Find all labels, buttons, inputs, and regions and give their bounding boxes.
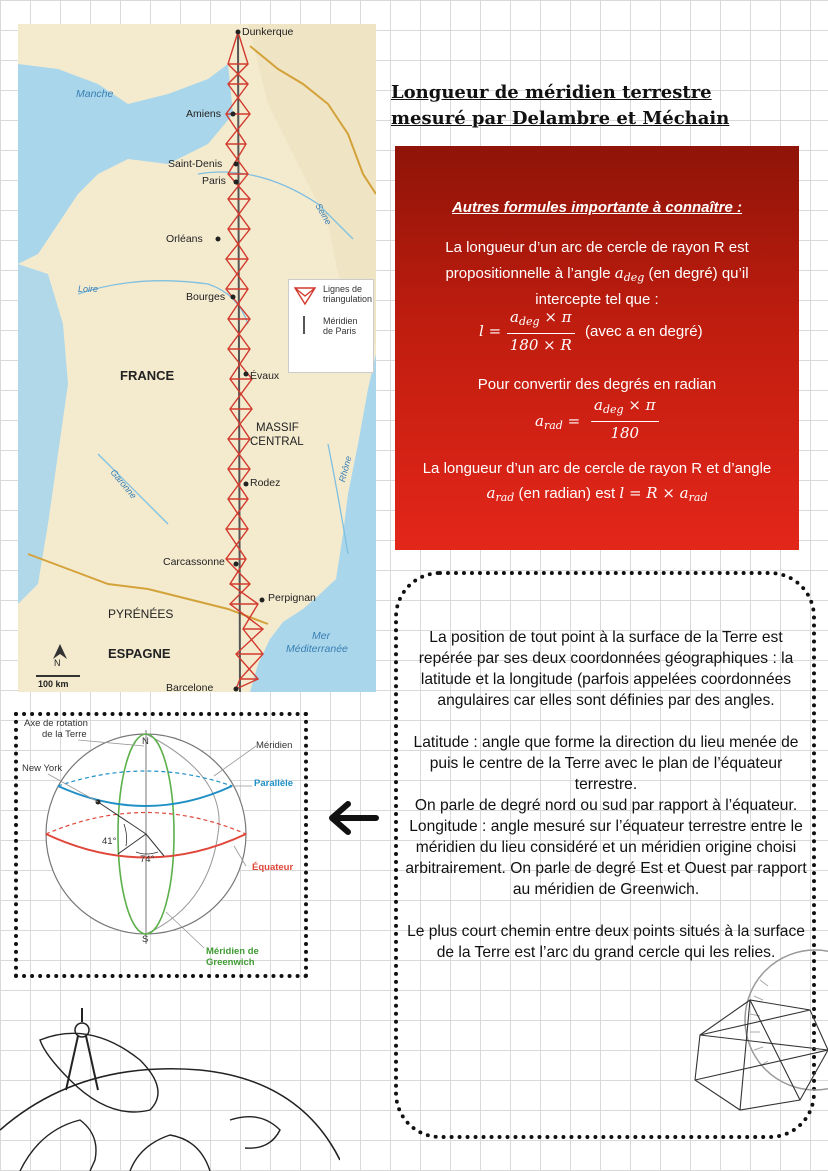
legend-meridien-1: Méridien [323, 316, 358, 326]
formula-p1-line3: intercepte tel que : [535, 291, 659, 308]
city-amiens: Amiens [186, 108, 222, 120]
river-loire: Loire [78, 284, 99, 294]
meridian-map [18, 24, 376, 692]
formula-p3-line1: La longueur d’un arc de cercle de rayon R et d’angle [422, 460, 772, 477]
formula-p1-line1: La longueur d’un arc de cercle de rayon R est [445, 239, 749, 256]
region-pyrenees: PYRÉNÉES [108, 607, 174, 621]
arrow-left-icon [326, 798, 380, 838]
formula-p2: Pour convertir des degrés en radian [477, 376, 717, 393]
map-scale: 100 km [38, 679, 69, 689]
page-title [391, 80, 811, 132]
meridian-legend-icon [303, 316, 305, 334]
region-central: CENTRAL [250, 436, 304, 448]
globe-meridien-label: Méridien [256, 740, 293, 751]
city-bourges: Bourges [186, 291, 226, 303]
river-rhone: Rhône [337, 454, 354, 484]
formula-heading: Autres formules importante à connaître : [451, 199, 743, 216]
globe-axis-label-1: Axe de rotation [24, 718, 88, 729]
globe-newyork-label: New York [22, 763, 63, 774]
title-line-1: Longueur de méridien terrestre [391, 82, 712, 103]
river-garonne: Garonne [108, 467, 139, 501]
city-evaux: Évaux [250, 370, 280, 382]
paragraph-longitude: Longitude : angle mesuré sur l’équateur terrestre entre le méridien du lieu considéré et un méridien origine choisi arbitrairement. On parle de degré Est et Ouest par rapport au méridien de Greenwich. [405, 818, 807, 898]
paragraph-latitude: Latitude : angle que forme la direction du lieu menée de puis le centre de la Terre avec le plan de l’équateur terrestre. [413, 734, 799, 793]
globe-axis-label-2: de la Terre [42, 729, 87, 740]
sea-mer: Mer [312, 630, 331, 642]
globe-parallele-label: Parallèle [254, 778, 294, 789]
city-saint-denis: Saint-Denis [168, 158, 223, 170]
globe-south: S [142, 934, 149, 945]
region-espagne: ESPAGNE [108, 646, 171, 661]
globe-longitude-angle: 74° [140, 854, 155, 865]
city-perpignan: Perpignan [268, 592, 316, 604]
city-paris: Paris [202, 175, 226, 187]
title-line-2: mesuré par Delambre et Méchain [391, 108, 730, 129]
sea-manche: Manche [76, 88, 114, 100]
paragraph-latitude-note: On parle de degré nord ou sud par rapport à l’équateur. [414, 797, 798, 814]
globe-latitude-angle: 41° [102, 836, 117, 847]
globe-greenwich-label-1: Méridien de [206, 946, 259, 957]
formula-p3-line2: $a_{rad}$ (en radian) est $l = R \times a_{rad}$ [486, 484, 708, 504]
region-france: FRANCE [120, 368, 175, 383]
city-orleans: Orléans [166, 233, 203, 245]
globe-diagram [14, 712, 308, 978]
map-legend [288, 279, 374, 373]
globe-greenwich-label-2: Greenwich [206, 957, 255, 968]
paragraph-position: La position de tout point à la surface de la Terre est repérée par ses deux coordonnées géographiques : la latitude et la longitude (parfois appelées coordonnées angulaires car elles sont définies par des angles. [418, 629, 794, 709]
coordinates-text [402, 627, 810, 963]
city-rodez: Rodez [250, 477, 281, 489]
city-carcassonne: Carcassonne [163, 556, 225, 568]
globe-north: N [142, 736, 149, 747]
formula-deg-to-rad: $a_{rad}$ = $a_{deg} \times \pi$ 180 [395, 392, 799, 446]
formula-arc-degree: l = $a_{deg} \times \pi$ 180 × R (avec a en degré) [479, 308, 703, 354]
legend-triangulation-2: triangulation [323, 294, 373, 304]
river-seine: Seine [313, 201, 334, 227]
city-dunkerque: Dunkerque [242, 26, 294, 38]
sea-mediterranee: Méditerranée [286, 643, 348, 655]
globe-graphic [18, 716, 304, 974]
formula-p1-line2: propositionnelle à l’angle $a_{deg}$ (en degré) qu’il [445, 264, 749, 284]
globe-equateur-label: Équateur [252, 862, 294, 873]
north-arrow-label: N [54, 658, 61, 668]
paragraph-shortest-path: Le plus court chemin entre deux points situés à la surface de la Terre est l’arc du grand cercle qui les relies. [407, 923, 805, 961]
region-massif: MASSIF [256, 422, 299, 434]
triangulation-legend-icon [293, 286, 317, 306]
formula-box [395, 146, 799, 550]
drawing-compass-icon [0, 1000, 340, 1171]
city-barcelone: Barcelone [166, 682, 214, 692]
legend-meridien-2: de Paris [323, 326, 357, 336]
legend-triangulation-1: Lignes de [323, 284, 363, 294]
geometry-decoration-icon [690, 940, 828, 1171]
